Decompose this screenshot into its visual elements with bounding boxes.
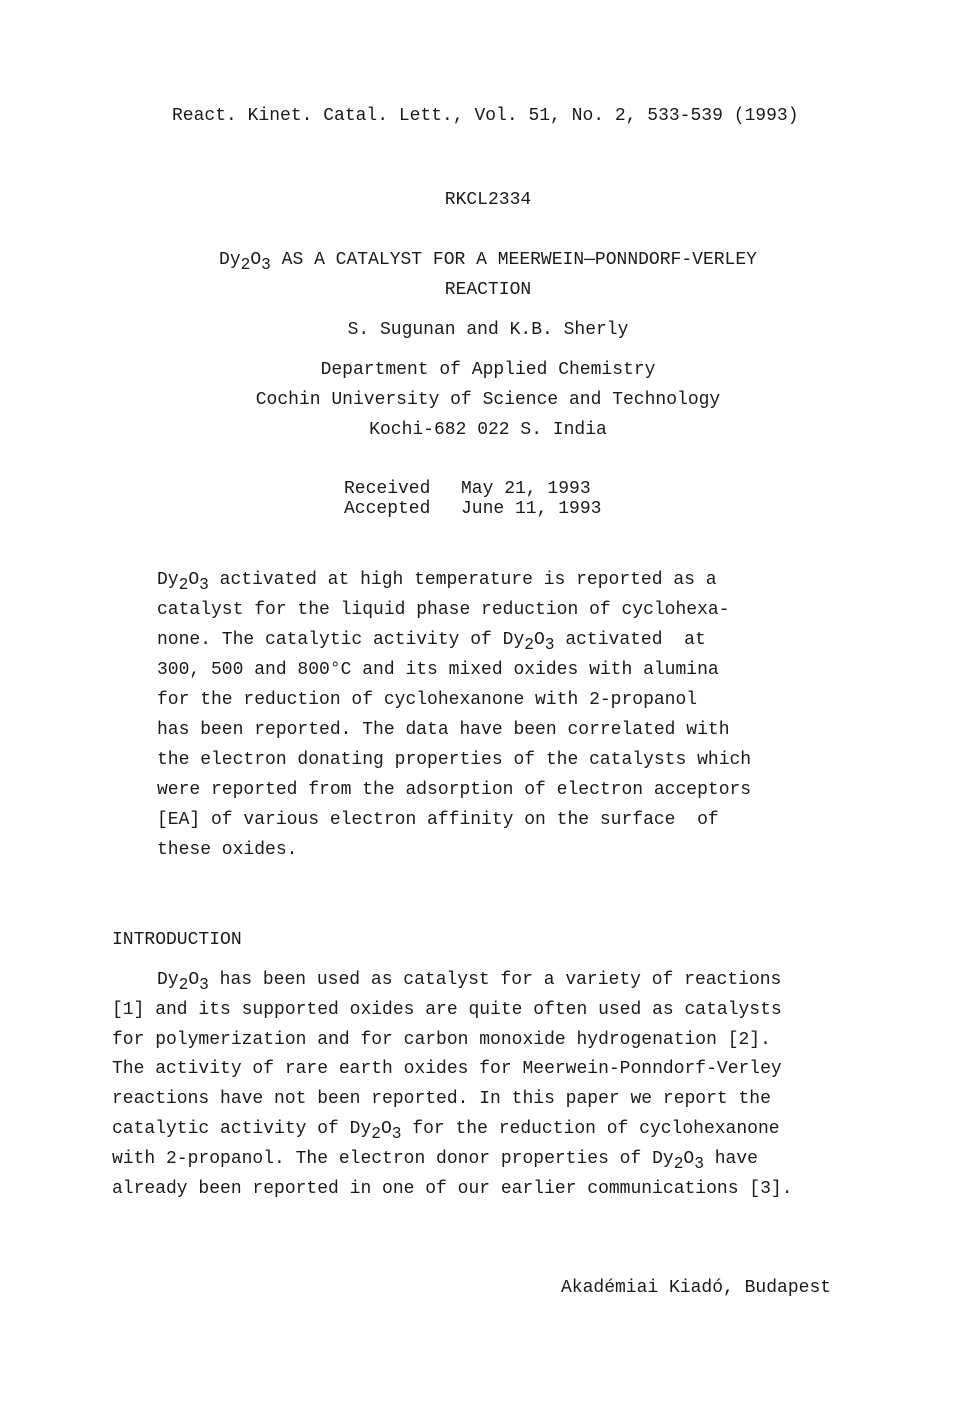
abstract-line: has been reported. The data have been correlated with <box>157 720 730 740</box>
article-code: RKCL2334 <box>444 190 532 210</box>
accepted-date: June 11, 1993 <box>461 499 602 519</box>
intro-line: catalytic activity of $Dy_2O_3$ for the reduction of cyclohexanone <box>112 1119 780 1144</box>
abstract-line: $Dy_2O_3$ activated at high temperature is reported as a <box>157 570 717 595</box>
intro-line: [1] and its supported oxides are quite often used as catalysts <box>112 1000 782 1020</box>
section-heading-introduction: INTRODUCTION <box>112 930 242 950</box>
accepted-label: Accepted <box>344 499 431 519</box>
paper-title-line2: REACTION <box>444 280 532 300</box>
abstract-line: were reported from the adsorption of electron acceptors <box>157 780 752 800</box>
affiliation-university: Cochin University of Science and Technology <box>255 390 721 410</box>
abstract-line: none. The catalytic activity of $Dy_2O_3$ activated at <box>157 630 706 655</box>
paper-title-line1: $Dy_2O_3$ AS A CATALYST FOR A MEERWEIN—PONNDORF-VERLEY <box>219 250 757 275</box>
intro-line: already been reported in one of our earlier communications [3]. <box>112 1179 793 1199</box>
publisher-footer: Akadémiai Kiadó, Budapest <box>561 1278 832 1298</box>
abstract-line: for the reduction of cyclohexanone with 2-propanol <box>157 690 698 710</box>
intro-line: for polymerization and for carbon monoxide hydrogenation [2]. <box>112 1030 771 1050</box>
intro-line: reactions have not been reported. In this paper we report the <box>112 1089 771 1109</box>
affiliation-location: Kochi-682 022 S. India <box>369 420 607 440</box>
abstract-line: the electron donating properties of the catalysts which <box>157 750 752 770</box>
abstract-line: these oxides. <box>157 840 298 860</box>
intro-line: $Dy_2O_3$ has been used as catalyst for a variety of reactions <box>157 970 782 995</box>
authors: S. Sugunan and K.B. Sherly <box>347 320 629 340</box>
journal-citation: React. Kinet. Catal. Lett., Vol. 51, No. 2, 533-539 (1993) <box>172 106 799 126</box>
abstract-line: catalyst for the liquid phase reduction of cyclohexa- <box>157 600 730 620</box>
title-formula: $Dy_2O_3$ <box>219 250 271 275</box>
affiliation-department: Department of Applied Chemistry <box>320 360 656 380</box>
received-date: May 21, 1993 <box>461 479 591 499</box>
intro-line: The activity of rare earth oxides for Meerwein-Ponndorf-Verley <box>112 1059 782 1079</box>
abstract-line: 300, 500 and 800°C and its mixed oxides with alumina <box>157 660 719 680</box>
received-label: Received <box>344 479 431 499</box>
intro-line: with 2-propanol. The electron donor properties of $Dy_2O_3$ have <box>112 1149 758 1174</box>
abstract-line: [EA] of various electron affinity on the surface of <box>157 810 719 830</box>
